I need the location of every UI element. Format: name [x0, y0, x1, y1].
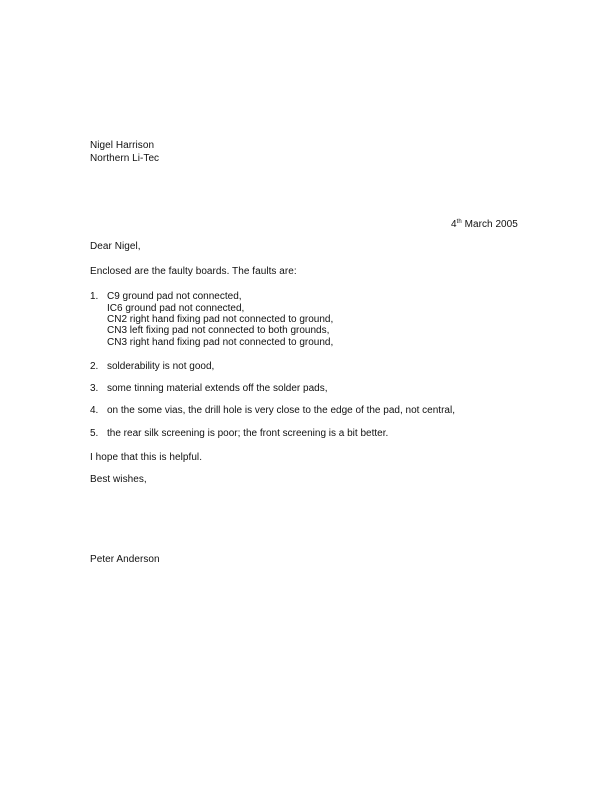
- recipient-name: Nigel Harrison: [90, 140, 155, 151]
- date-month-year: March 2005: [464, 219, 518, 230]
- fault-number: 2.: [90, 361, 99, 372]
- fault-line: on the some vias, the drill hole is very close to the edge of the pad, not central,: [107, 405, 455, 416]
- closing-hope: I hope that this is helpful.: [90, 452, 203, 463]
- fault-line: CN3 left fixing pad not connected to both grounds,: [107, 325, 330, 336]
- date-suffix: th: [456, 219, 462, 225]
- sign-off: Best wishes,: [90, 474, 147, 485]
- fault-line: solderability is not good,: [107, 361, 215, 372]
- recipient-company: Northern Li-Tec: [90, 153, 160, 164]
- fault-line: CN2 right hand fixing pad not connected to ground,: [107, 314, 334, 325]
- intro-text: Enclosed are the faulty boards. The faults are:: [90, 266, 297, 277]
- fault-number: 3.: [90, 383, 99, 394]
- fault-line: IC6 ground pad not connected,: [107, 303, 245, 314]
- fault-line: some tinning material extends off the solder pads,: [107, 383, 328, 394]
- signature-name: Peter Anderson: [90, 554, 160, 565]
- fault-number: 4.: [90, 405, 99, 416]
- fault-line: the rear silk screening is poor; the front screening is a bit better.: [107, 428, 389, 439]
- fault-number: 5.: [90, 428, 99, 439]
- fault-line: C9 ground pad not connected,: [107, 291, 242, 302]
- letter-date: [451, 219, 518, 231]
- fault-line: CN3 right hand fixing pad not connected to ground,: [107, 337, 334, 348]
- salutation: Dear Nigel,: [90, 241, 141, 252]
- fault-number: 1.: [90, 291, 99, 302]
- date-day: 4: [451, 219, 457, 230]
